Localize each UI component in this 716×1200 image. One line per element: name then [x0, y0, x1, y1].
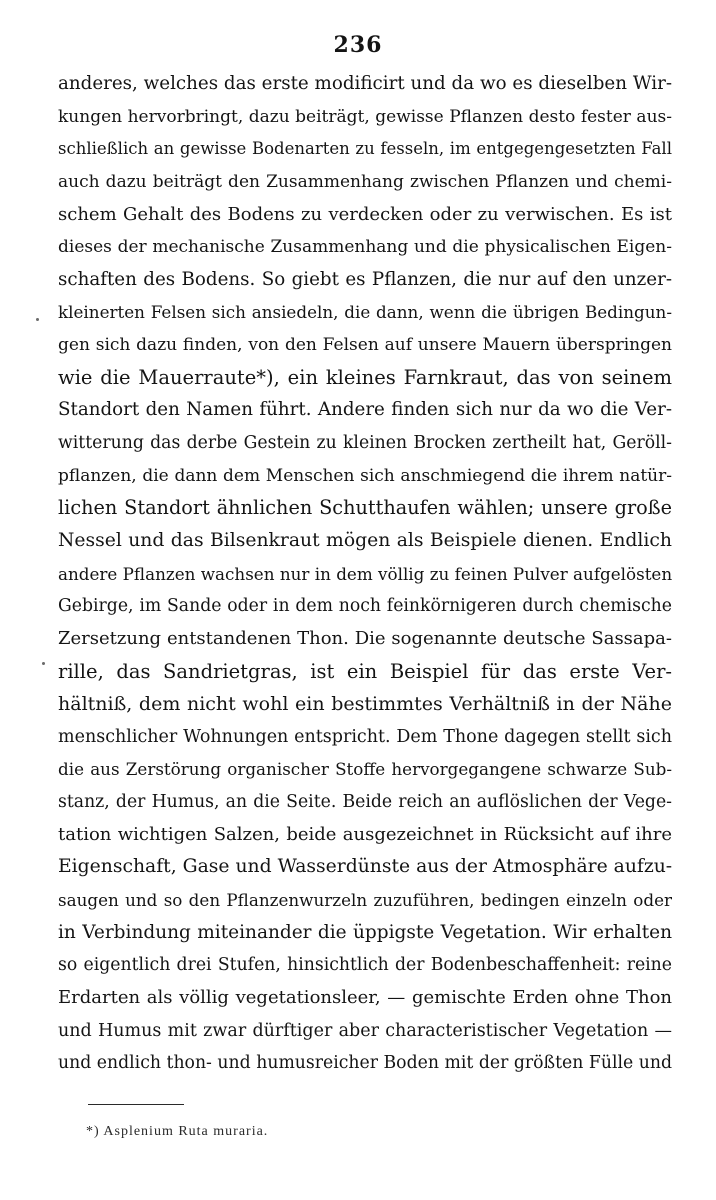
text-line: auch dazu beiträgt den Zusammenhang zwischen Pflanzen und chemi-	[58, 171, 672, 192]
body-text	[58, 68, 672, 1080]
text-line: wie die Mauerraute*), ein kleines Farnkraut, das von seinem	[58, 365, 672, 389]
text-line: stanz, der Humus, an die Seite. Beide reich an auflöslichen der Vege-	[58, 792, 672, 813]
text-line: saugen und so den Pflanzenwurzeln zuzuführen, bedingen einzeln oder	[58, 890, 672, 911]
text-line: schaften des Bodens. So giebt es Pflanzen, die nur auf den unzer-	[58, 268, 672, 290]
text-line: menschlicher Wohnungen entspricht. Dem Thone dagegen stellt sich	[58, 726, 672, 747]
text-line: in Verbindung miteinander die üppigste Vegetation. Wir erhalten	[58, 921, 672, 943]
text-line: Gebirge, im Sande oder in dem noch feinkörnigeren durch chemische	[58, 596, 672, 617]
text-line: Zersetzung entstandenen Thon. Die sogenannte deutsche Sassapa-	[58, 627, 672, 649]
text-line: lichen Standort ähnlichen Schutthaufen wählen; unsere große	[58, 496, 672, 520]
text-line: andere Pflanzen wachsen nur in dem völlig zu feinen Pulver aufgelösten	[58, 563, 672, 584]
text-line: und endlich thon- und humusreicher Boden mit der größten Fülle und	[58, 1053, 672, 1074]
text-line: rille, das Sandrietgras, ist ein Beispiel für das erste Ver-	[58, 659, 672, 683]
page-number: 236	[333, 32, 383, 58]
paper-speck	[42, 662, 45, 665]
footnote-divider	[88, 1104, 184, 1105]
text-line: tation wichtigen Salzen, beide ausgezeichnet in Rücksicht auf ihre	[58, 823, 672, 845]
text-line: schließlich an gewisse Bodenarten zu fesseln, im entgegengesetzten Fall	[58, 139, 672, 159]
text-line: anderes, welches das erste modificirt und da wo es dieselben Wir-	[58, 73, 672, 94]
text-line: schem Gehalt des Bodens zu verdecken oder zu verwischen. Es ist	[58, 203, 672, 225]
text-line: kleinerten Felsen sich ansiedeln, die dann, wenn die übrigen Bedingun-	[58, 302, 672, 323]
text-line: witterung das derbe Gestein zu kleinen Brocken zertheilt hat, Geröll-	[58, 433, 672, 454]
text-line: dieses der mechanische Zusammenhang und die physicalischen Eigen-	[58, 237, 672, 258]
text-line: Standort den Namen führt. Andere finden sich nur da wo die Ver-	[58, 399, 672, 421]
text-line: gen sich dazu finden, von den Felsen auf unsere Mauern überspringen	[58, 335, 672, 356]
text-line: pflanzen, die dann dem Menschen sich anschmiegend die ihrem natür-	[58, 465, 672, 486]
paper-speck	[36, 318, 39, 321]
text-line: hältniß, dem nicht wohl ein bestimmtes Verhältniß in der Nähe	[58, 693, 672, 716]
text-line: kungen hervorbringt, dazu beiträgt, gewisse Pflanzen desto fester aus-	[58, 106, 672, 127]
text-line: die aus Zerstörung organischer Stoffe hervorgegangene schwarze Sub-	[58, 759, 672, 780]
text-line: so eigentlich drei Stufen, hinsichtlich der Bodenbeschaffenheit: reine	[58, 955, 672, 976]
text-line: und Humus mit zwar dürftiger aber characteristischer Vegetation —	[58, 1020, 672, 1041]
text-line: Nessel und das Bilsenkraut mögen als Beispiele dienen. Endlich	[58, 529, 672, 551]
text-line: Eigenschaft, Gase und Wasserdünste aus der Atmosphäre aufzu-	[58, 856, 672, 878]
text-line: Erdarten als völlig vegetationsleer, — gemischte Erden ohne Thon	[58, 986, 672, 1008]
footnote: *) Asplenium Ruta muraria.	[86, 1124, 269, 1139]
